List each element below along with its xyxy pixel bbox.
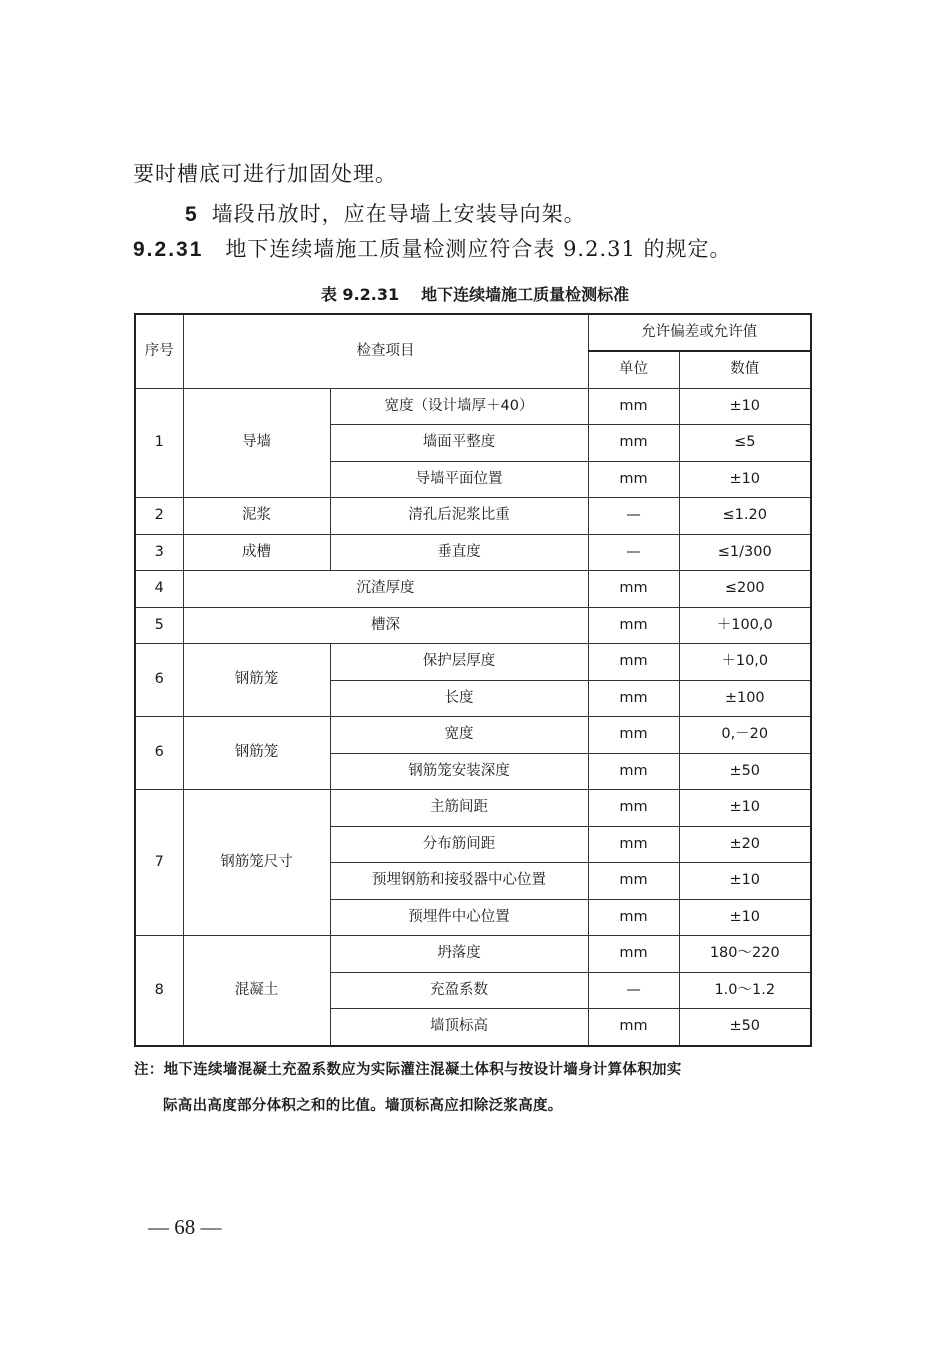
cell-value: ≤200 bbox=[679, 571, 811, 608]
paragraph-line: 要时槽底可进行加固处理。 bbox=[133, 162, 397, 186]
cell-item: 分布筋间距 bbox=[330, 826, 588, 863]
cell-seq: 5 bbox=[135, 607, 183, 644]
cell-value: ＋100,0 bbox=[679, 607, 811, 644]
cell-value: ＋10,0 bbox=[679, 644, 811, 681]
cell-value: ±10 bbox=[679, 790, 811, 827]
cell-unit: mm bbox=[588, 899, 679, 936]
cell-value: ±10 bbox=[679, 863, 811, 900]
cell-item: 宽度 bbox=[330, 717, 588, 754]
cell-group: 成槽 bbox=[183, 534, 330, 571]
cell-value: ≤1.20 bbox=[679, 498, 811, 535]
cell-unit: mm bbox=[588, 826, 679, 863]
cell-item: 宽度（设计墙厚＋40） bbox=[330, 388, 588, 425]
cell-item: 保护层厚度 bbox=[330, 644, 588, 681]
table-caption bbox=[0, 282, 950, 305]
cell-unit: — bbox=[588, 498, 679, 535]
table-row bbox=[135, 790, 811, 827]
cell-value: ≤5 bbox=[679, 425, 811, 462]
cell-unit: mm bbox=[588, 388, 679, 425]
cell-seq: 1 bbox=[135, 388, 183, 498]
cell-group: 钢筋笼 bbox=[183, 717, 330, 790]
cell-group: 钢筋笼 bbox=[183, 644, 330, 717]
cell-value: ±10 bbox=[679, 388, 811, 425]
header-item: 检查项目 bbox=[183, 314, 588, 388]
cell-value: ±10 bbox=[679, 899, 811, 936]
cell-item: 清孔后泥浆比重 bbox=[330, 498, 588, 535]
table-row bbox=[135, 388, 811, 425]
cell-item: 垂直度 bbox=[330, 534, 588, 571]
cell-group: 泥浆 bbox=[183, 498, 330, 535]
cell-seq: 6 bbox=[135, 717, 183, 790]
cell-item: 墙顶标高 bbox=[330, 1009, 588, 1047]
table-note-line-2: 际高出高度部分体积之和的比值。墙顶标高应扣除泛浆高度。 bbox=[163, 1098, 563, 1114]
cell-value: ±100 bbox=[679, 680, 811, 717]
header-value: 数值 bbox=[679, 351, 811, 388]
page-number: — 68 — bbox=[148, 1215, 222, 1239]
cell-unit: mm bbox=[588, 936, 679, 973]
cell-group: 导墙 bbox=[183, 388, 330, 498]
table-row bbox=[135, 936, 811, 973]
cell-unit: mm bbox=[588, 607, 679, 644]
cell-group: 钢筋笼尺寸 bbox=[183, 790, 330, 936]
cell-seq: 7 bbox=[135, 790, 183, 936]
cell-value: 180～220 bbox=[679, 936, 811, 973]
cell-value: 0,－20 bbox=[679, 717, 811, 754]
cell-unit: mm bbox=[588, 863, 679, 900]
quality-standard-table bbox=[134, 313, 812, 1047]
cell-item: 长度 bbox=[330, 680, 588, 717]
cell-item: 墙面平整度 bbox=[330, 425, 588, 462]
item-number: 5 bbox=[185, 203, 198, 226]
header-unit: 单位 bbox=[588, 351, 679, 388]
cell-unit: mm bbox=[588, 644, 679, 681]
cell-group: 混凝土 bbox=[183, 936, 330, 1047]
cell-item: 钢筋笼安装深度 bbox=[330, 753, 588, 790]
cell-unit: mm bbox=[588, 717, 679, 754]
cell-seq: 8 bbox=[135, 936, 183, 1047]
cell-value: ±50 bbox=[679, 1009, 811, 1047]
cell-value: 1.0～1.2 bbox=[679, 972, 811, 1009]
cell-item: 预埋件中心位置 bbox=[330, 899, 588, 936]
cell-seq: 4 bbox=[135, 571, 183, 608]
header-allowance: 允许偏差或允许值 bbox=[588, 314, 811, 351]
cell-seq: 6 bbox=[135, 644, 183, 717]
table-caption-number: 表 9.2.31 bbox=[320, 285, 400, 304]
item-5-paragraph bbox=[185, 198, 586, 228]
clause-number: 9.2.31 bbox=[133, 238, 204, 261]
item-text: 墙段吊放时，应在导墙上安装导向架。 bbox=[211, 202, 586, 226]
cell-item: 导墙平面位置 bbox=[330, 461, 588, 498]
cell-seq: 2 bbox=[135, 498, 183, 535]
table-row bbox=[135, 717, 811, 754]
cell-item: 充盈系数 bbox=[330, 972, 588, 1009]
cell-value: ±10 bbox=[679, 461, 811, 498]
cell-item: 主筋间距 bbox=[330, 790, 588, 827]
cell-unit: mm bbox=[588, 1009, 679, 1047]
cell-unit: mm bbox=[588, 753, 679, 790]
table-row bbox=[135, 571, 811, 608]
cell-value: ±20 bbox=[679, 826, 811, 863]
cell-unit: mm bbox=[588, 461, 679, 498]
table-row bbox=[135, 498, 811, 535]
clause-9-2-31 bbox=[133, 233, 732, 263]
table-caption-title: 地下连续墙施工质量检测标准 bbox=[421, 285, 630, 304]
cell-unit: mm bbox=[588, 790, 679, 827]
cell-item: 预埋钢筋和接驳器中心位置 bbox=[330, 863, 588, 900]
cell-value: ≤1/300 bbox=[679, 534, 811, 571]
table-row bbox=[135, 607, 811, 644]
cell-item: 坍落度 bbox=[330, 936, 588, 973]
table-note-line-1: 注：地下连续墙混凝土充盈系数应为实际灌注混凝土体积与按设计墙身计算体积加实 bbox=[134, 1062, 682, 1078]
table-row bbox=[135, 644, 811, 681]
cell-unit: mm bbox=[588, 680, 679, 717]
cell-item: 沉渣厚度 bbox=[183, 571, 588, 608]
cell-unit: — bbox=[588, 534, 679, 571]
cell-item: 槽深 bbox=[183, 607, 588, 644]
table-row bbox=[135, 534, 811, 571]
cell-unit: mm bbox=[588, 571, 679, 608]
clause-text: 地下连续墙施工质量检测应符合表 9.2.31 的规定。 bbox=[225, 237, 732, 261]
cell-value: ±50 bbox=[679, 753, 811, 790]
cell-unit: — bbox=[588, 972, 679, 1009]
cell-unit: mm bbox=[588, 425, 679, 462]
cell-seq: 3 bbox=[135, 534, 183, 571]
header-seq: 序号 bbox=[135, 314, 183, 388]
